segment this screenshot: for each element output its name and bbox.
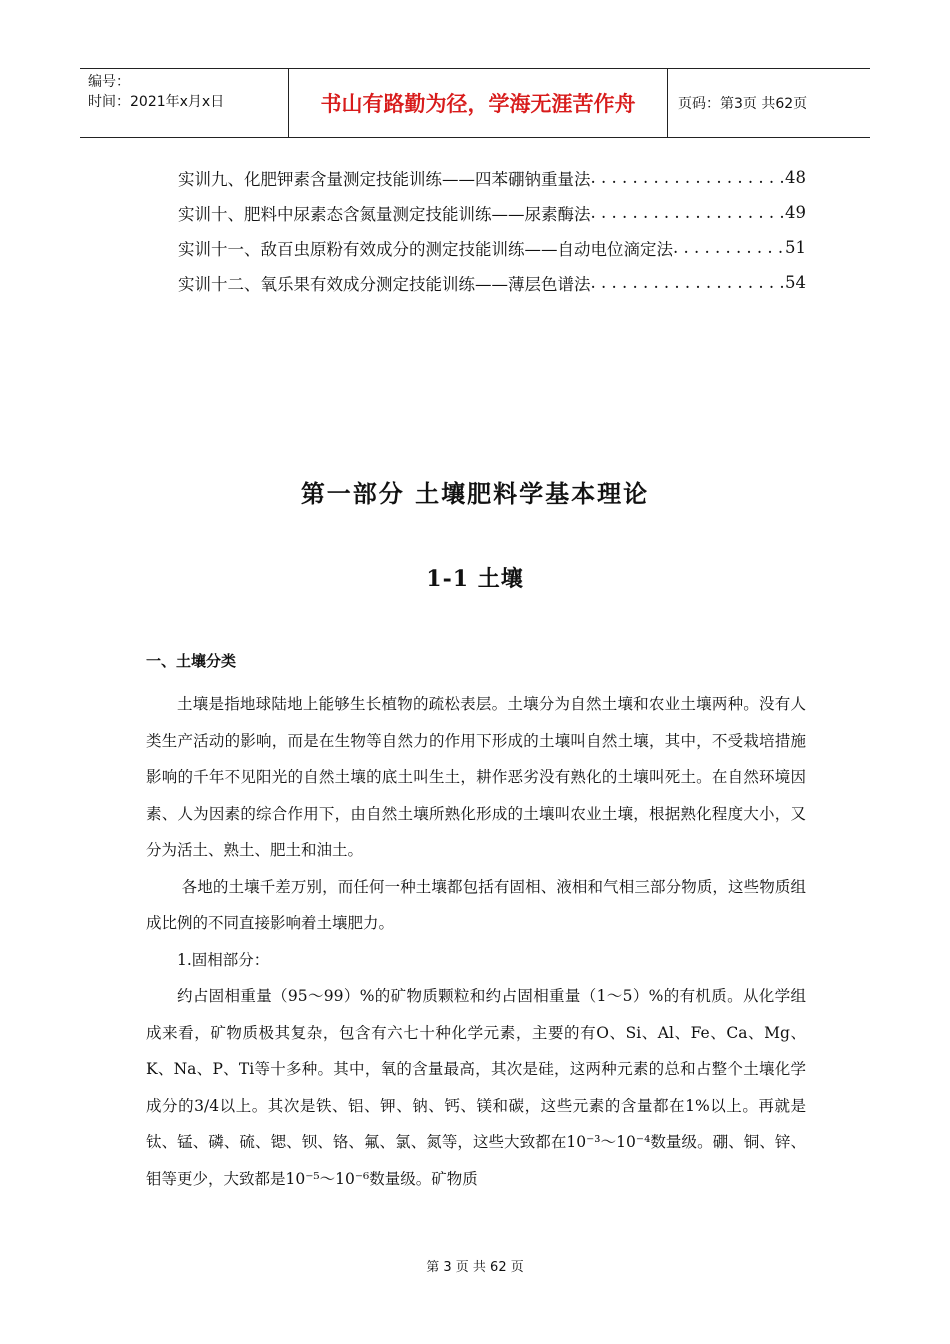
toc-leader <box>591 203 784 222</box>
paragraph: 1.固相部分： <box>177 950 270 969</box>
time-label: 时间：2021年x月x日 <box>88 94 225 110</box>
header-page-info: 页码：第3页 共62页 <box>678 96 808 112</box>
toc-entry-page: 54 <box>785 273 806 292</box>
part-title: 第一部分 土壤肥料学基本理论 <box>300 479 650 508</box>
toc-entry-page: 48 <box>785 168 806 187</box>
toc-leader <box>591 273 784 292</box>
paragraph: 土壤是指地球陆地上能够生长植物的疏松表层。土壤分为自然土壤和农业土壤两种。没有人类生产活动的影响，而是在生物等自然力的作用下形成的土壤叫自然土壤，其中，不受栽培措施影响的千年不见阳光的自然土壤的底土叫生土，耕作恶劣没有熟化的土壤叫死土。在自然环境因素、人为因素的综合作用下，由自然土壤所熟化形成的土壤叫农业土壤，根据熟化程度大小，又分为活土、熟土、肥土和油土。 <box>146 695 806 859</box>
paragraph: 各地的土壤千差万别，而任何一种土壤都包括有固相、液相和气相三部分物质，这些物质组成比例的不同直接影响着土壤肥力。 <box>146 877 806 932</box>
toc-entry <box>178 230 806 265</box>
subsection-title: 一、土壤分类 <box>146 652 237 670</box>
toc-entry <box>178 160 806 195</box>
section-title: 1-1 土壤 <box>426 566 524 592</box>
header-meta <box>80 69 289 137</box>
toc-entry-title: 实训十、肥料中尿素态含氮量测定技能训练——尿素酶法 <box>178 204 591 224</box>
toc-entry <box>178 265 806 300</box>
table-of-contents <box>178 160 806 300</box>
toc-entry-title: 实训九、化肥钾素含量测定技能训练——四苯硼钠重量法 <box>178 169 591 189</box>
toc-leader <box>673 238 783 257</box>
toc-entry <box>178 195 806 230</box>
toc-entry-title: 实训十二、氧乐果有效成分测定技能训练——薄层色谱法 <box>178 274 591 294</box>
page-header <box>80 68 870 138</box>
code-label: 编号： <box>88 74 130 90</box>
page-footer: 第 3 页 共 62 页 <box>426 1260 524 1275</box>
header-motto: 书山有路勤为径，学海无涯苦作舟 <box>289 69 668 137</box>
toc-leader <box>591 168 784 187</box>
toc-entry-title: 实训十一、敌百虫原粉有效成分的测定技能训练——自动电位滴定法 <box>178 239 673 259</box>
body-text <box>146 686 806 1197</box>
paragraph: 约占固相重量（95～99）%的矿物质颗粒和约占固相重量（1～5）%的有机质。从化学组成来看，矿物质极其复杂，包含有六七十种化学元素，主要的有O、Si、Al、Fe、Ca、Mg、K、Na、P、Ti等十多种。其中，氧的含量最高，其次是硅，这两种元素的总和占整个土壤化学成分的3/4以上。其次是铁、铝、钾、钠、钙、镁和碳，这些元素的含量都在1%以上。再就是钛、锰、磷、硫、锶、钡、铬、氟、氯、氮等，这些大致都在10⁻³～10⁻⁴数量级。硼、铜、锌、钼等更少，大致都是10⁻⁵～10⁻⁶数量级。矿物质 <box>146 987 806 1188</box>
toc-entry-page: 49 <box>785 203 806 222</box>
toc-entry-page: 51 <box>785 238 806 257</box>
